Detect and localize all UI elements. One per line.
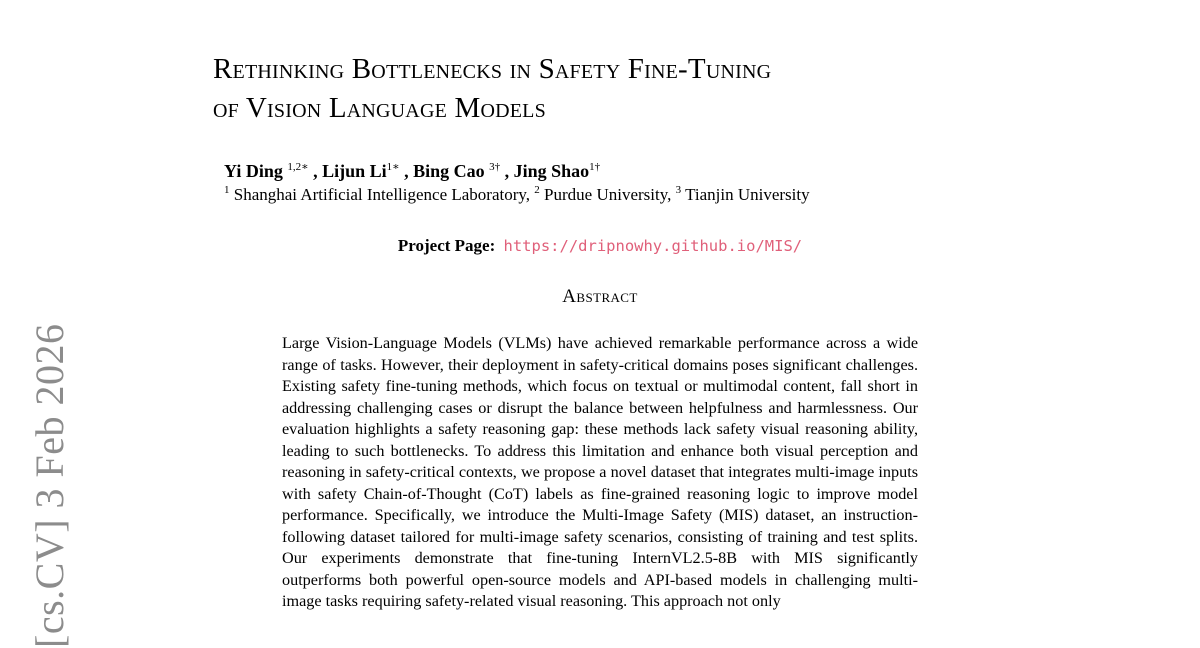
affiliation-list: $^1$ Shanghai Artificial Intelligence Laboratory, $^2$ Purdue University, $^3$ Tianjin University: [224, 184, 810, 204]
project-page-line: [0, 235, 1200, 257]
author-affiliation-mark: 1,2∗: [287, 161, 309, 173]
author-name: Jing Shao: [513, 161, 590, 181]
affiliation-name: Purdue University: [544, 185, 668, 204]
author-affiliation-mark: 1†: [589, 161, 601, 173]
author-list: Yi Ding $^{1,2∗}$ , Lijun $Li^{1∗}$ , Bing Cao $^{3\dagger}$ , Jing Shao$^{1\dagger}$: [224, 161, 601, 181]
author-name: Bing Cao: [413, 161, 485, 181]
affiliation-name: Shanghai Artificial Intelligence Laboratory: [233, 185, 526, 204]
author-affiliation-mark: 3†: [489, 161, 501, 173]
abstract-body: Large Vision-Language Models (VLMs) have achieved remarkable performance across a wide range of tasks. However, their deployment in safety-critical domains poses significant challenges. Existing safety fine-tuning methods, which focus on textual or multimodal content, fall short in addressing challenging cases or disrupt the balance between helpfulness and harmlessness. Our evaluation highlights a safety reasoning gap: these methods lack safety visual reasoning ability, leading to such bottlenecks. To address this limitation and enhance both visual perception and reasoning in safety-critical contexts, we propose a novel dataset that integrates multi-image inputs with safety Chain-of-Thought (CoT) labels as fine-grained reasoning logic to improve model performance. Specifically, we introduce the Multi-Image Safety (MIS) dataset, an instruction-following dataset tailored for multi-image safety scenarios, consisting of training and test splits. Our experiments demonstrate that fine-tuning InternVL2.5-8B with MIS significantly outperforms both powerful open-source models and API-based models in challenging multi-image tasks requiring safety-related visual reasoning. This approach not only: [282, 334, 918, 610]
affiliation-name: Tianjin University: [685, 185, 810, 204]
arxiv-side-stamp: [cs.CV] 3 Feb 2026: [27, 323, 72, 648]
affiliation-mark: 1: [224, 184, 230, 196]
paper-title-line-2: of Vision Language Models: [213, 92, 546, 124]
author-affiliation-mark: 1∗: [386, 161, 400, 173]
paper-title: [213, 50, 1033, 128]
affiliation-mark: 2: [534, 184, 540, 196]
project-page-label: Project Page:: [397, 236, 496, 255]
abstract-heading: Abstract: [562, 286, 638, 307]
author-name: Lijun Li: [322, 161, 387, 181]
author-name: Yi Ding: [224, 161, 283, 181]
project-page-link[interactable]: https://dripnowhy.github.io/MIS/: [503, 237, 803, 255]
paper-title-line-1: Rethinking Bottlenecks in Safety Fine-Tuning: [213, 53, 772, 85]
affiliation-mark: 3: [675, 184, 682, 196]
